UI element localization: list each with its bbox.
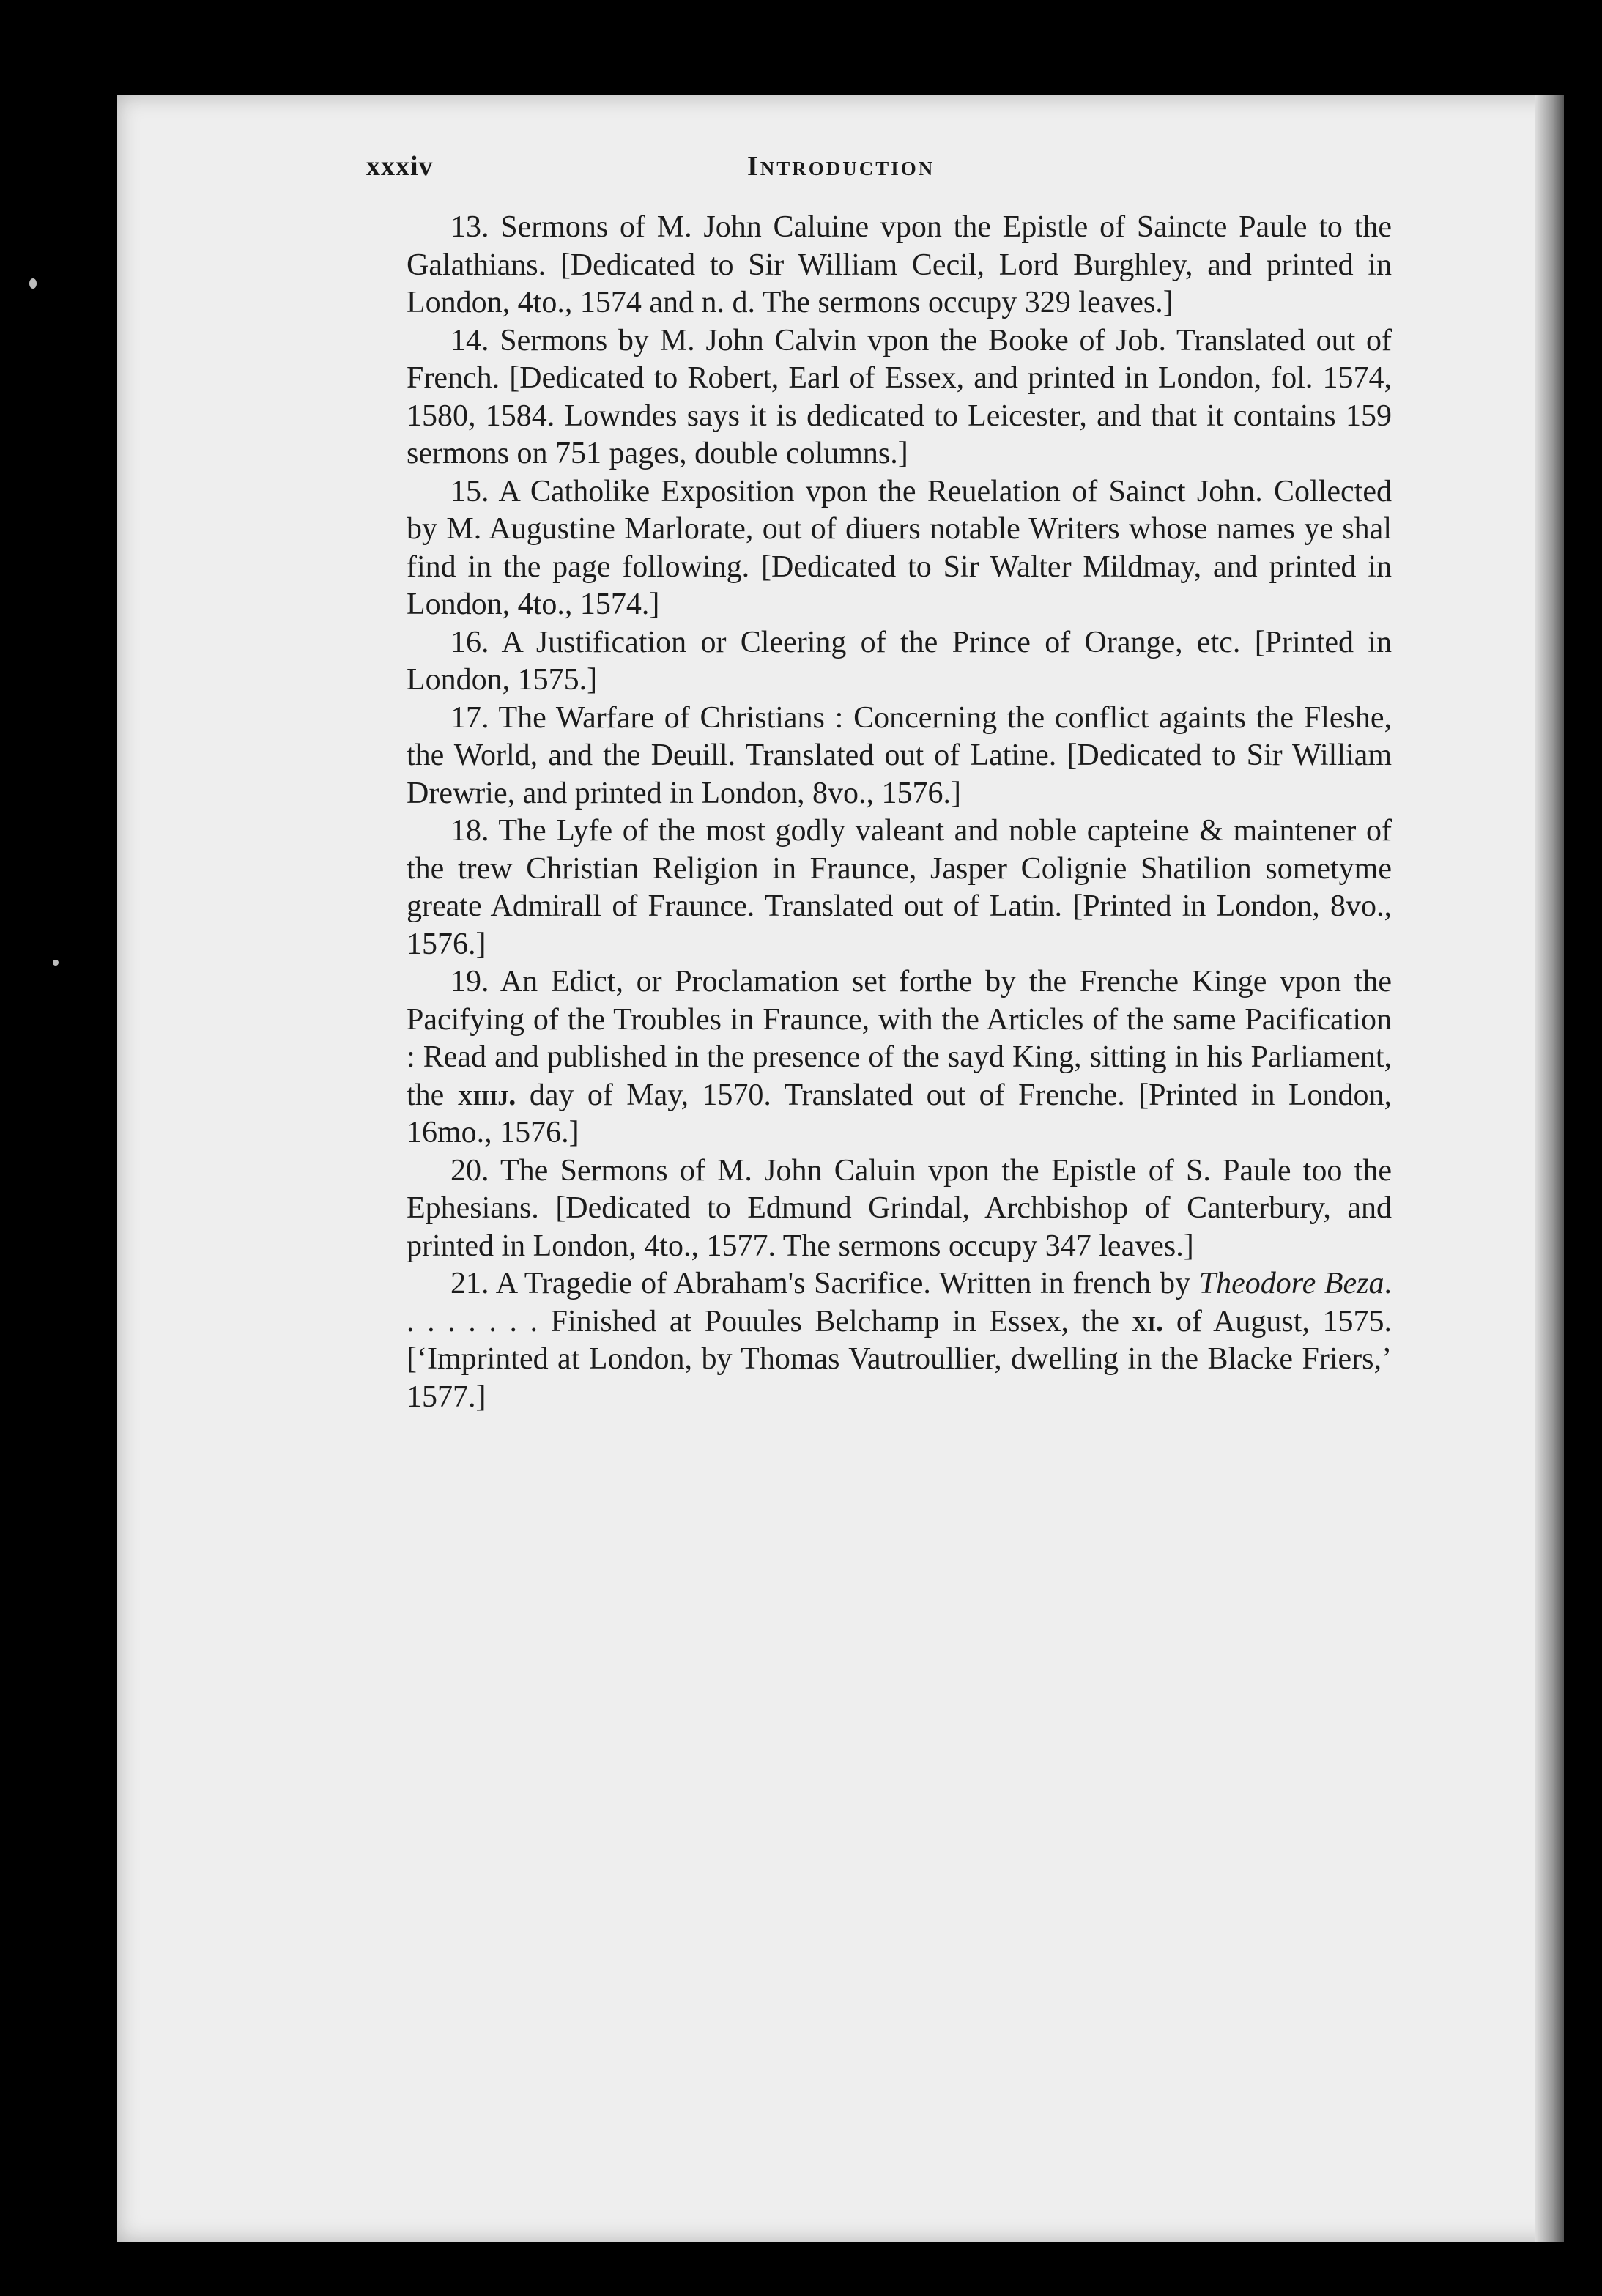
running-head <box>366 150 1135 194</box>
bibliography-entry-17: 17. The Warfare of Christians : Concerning the conflict againts the Fleshe, the World, and the Deuill. Translated out of Latine. [Dedicated to Sir William Drewrie, and printed in London, 8vo., 1576.] <box>407 700 1392 810</box>
scan-speck <box>53 960 59 966</box>
bibliography-entry-16: 16. A Justification or Cleering of the Prince of Orange, etc. [Printed in London, 1575.] <box>407 625 1392 697</box>
entry-21-text: 21. A Tragedie of Abraham's Sacrifice. Written in french by <box>450 1267 1191 1300</box>
day-numeral: xi. <box>1132 1304 1164 1338</box>
bibliography-list <box>407 209 1392 1416</box>
scan-speck <box>29 278 37 289</box>
bibliography-entry-14: 14. Sermons by M. John Calvin vpon the Booke of Job. Translated out of French. [Dedicated to Robert, Earl of Essex, and printed in London, fol. 1574, 1580, 1584. Lowndes says it is dedicated to Leicester, and that it contains 159 sermons on 751 pages, double columns.] <box>407 323 1392 470</box>
regnal-year: xiiij. <box>457 1078 516 1112</box>
bibliography-entry-13: 13. Sermons of M. John Caluine vpon the Epistle of Saincte Paule to the Galathians. [Dedicated to Sir William Cecil, Lord Burghley, and printed in London, 4to., 1574 and n. d. The sermons occupy 329 leaves.] <box>407 210 1392 319</box>
running-title: Introduction <box>747 151 935 182</box>
author-name: Theodore Beza <box>1198 1267 1384 1300</box>
entry-21-text-end: of August, 1575. [‘Imprinted at London, by Thomas Vautroullier, dwelling in the Blacke Friers,’ 1577.] <box>407 1304 1393 1414</box>
bibliography-entry-19 <box>407 963 1392 1152</box>
bibliography-entry-20: 20. The Sermons of M. John Caluin vpon the Epistle of S. Paule too the Ephesians. [Dedicated to Edmund Grindal, Archbishop of Canterbury, and printed in London, 4to., 1577. The sermons occupy 347 leaves.] <box>407 1153 1392 1263</box>
entry-19-text-end: day of May, 1570. Translated out of Frenche. [Printed in London, 16mo., 1576.] <box>407 1078 1393 1149</box>
page-number: xxxiv <box>366 151 434 182</box>
page-edge-shadow <box>1535 95 1564 2242</box>
entry-19-text: 19. An Edict, or Proclamation set forthe by the Frenche Kinge vpon the Pacifying of the Troubles in Fraunce, with the Articles of the same Pacification : Read and published in the presence of the sayd King, sitting in his Parliament, the <box>407 965 1392 1112</box>
bibliography-entry-15: 15. A Catholike Exposition vpon the Reuelation of Sainct John. Collected by M. Augustine Marlorate, out of diuers notable Writers whose names ye shal find in the page following. [Dedicated to Sir Walter Mildmay, and printed in London, 4to., 1574.] <box>407 474 1392 621</box>
entry-21-text-mid: . . . . . . . . Finished at Pouules Belchamp in Essex, the <box>407 1267 1392 1338</box>
bibliography-entry-21 <box>407 1265 1392 1416</box>
bibliography-entry-18: 18. The Lyfe of the most godly valeant and noble capteine & maintener of the trew Christian Religion in Fraunce, Jasper Colignie Shatilion sometyme greate Admirall of Fraunce. Translated out of Latin. [Printed in London, 8vo., 1576.] <box>407 814 1392 961</box>
